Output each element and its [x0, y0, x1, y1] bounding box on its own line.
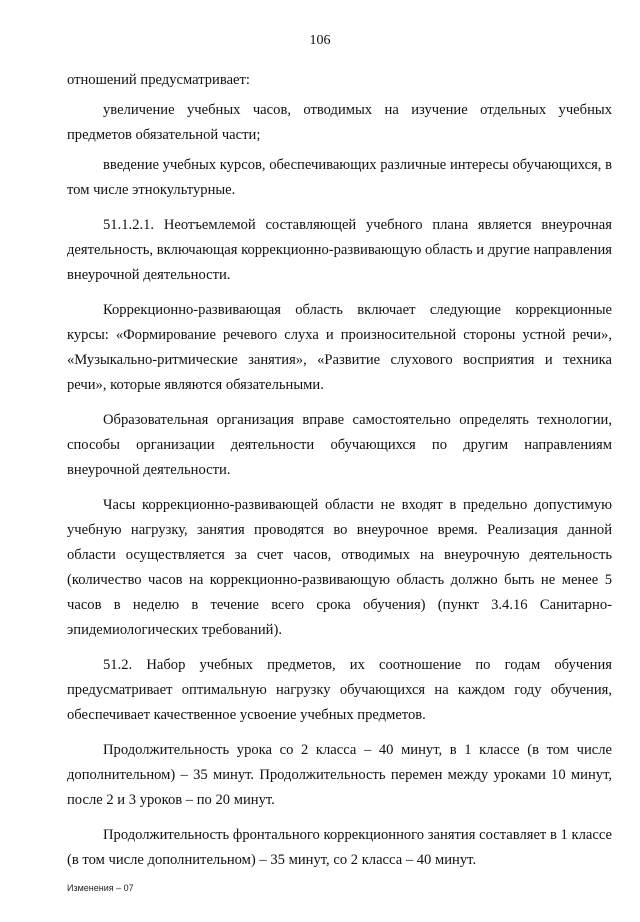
- page-number: 106: [309, 33, 331, 48]
- paragraph: Часы коррекционно-развивающей области не входят в предельно допустимую учебную нагрузку, занятия проводятся во внеурочное время. Реализация данной области осуществляется за счет часов, отводимых на внеурочную деятельность (количество часов на коррекционно-развивающую область должно быть не менее 5 часов в неделю в течение всего срока обучения) (пункт 3.4.16 Санитарно-эпидемиологических требований).: [67, 497, 612, 638]
- paragraph: Продолжительность фронтального коррекционного занятия составляет в 1 классе (в том числе дополнительном) – 35 минут, со 2 класса – 40 минут.: [67, 827, 612, 868]
- footer-revision-note: Изменения – 07: [67, 883, 134, 893]
- paragraph: введение учебных курсов, обеспечивающих различные интересы обучающихся, в том числе этнокультурные.: [67, 157, 612, 198]
- paragraph: отношений предусматривает:: [67, 72, 250, 88]
- document-body: [67, 68, 612, 883]
- paragraph: Продолжительность урока со 2 класса – 40 минут, в 1 классе (в том числе дополнительном) – 35 минут. Продолжительность перемен между уроками 10 минут, после 2 и 3 уроков – по 20 минут.: [67, 742, 612, 808]
- paragraph: увеличение учебных часов, отводимых на изучение отдельных учебных предметов обязательной части;: [67, 102, 612, 143]
- paragraph: 51.1.2.1. Неотъемлемой составляющей учебного плана является внеурочная деятельность, включающая коррекционно-развивающую область и другие направления внеурочной деятельности.: [67, 217, 612, 283]
- paragraph: Коррекционно-развивающая область включает следующие коррекционные курсы: «Формирование речевого слуха и произносительной стороны устной речи», «Музыкально-ритмические занятия», «Развитие слухового восприятия и техника речи», которые являются обязательными.: [67, 302, 612, 393]
- paragraph: 51.2. Набор учебных предметов, их соотношение по годам обучения предусматривает оптимальную нагрузку обучающихся на каждом году обучения, обеспечивает качественное усвоение учебных предметов.: [67, 657, 612, 723]
- paragraph: Образовательная организация вправе самостоятельно определять технологии, способы организации деятельности обучающихся по другим направлениям внеурочной деятельности.: [67, 412, 612, 478]
